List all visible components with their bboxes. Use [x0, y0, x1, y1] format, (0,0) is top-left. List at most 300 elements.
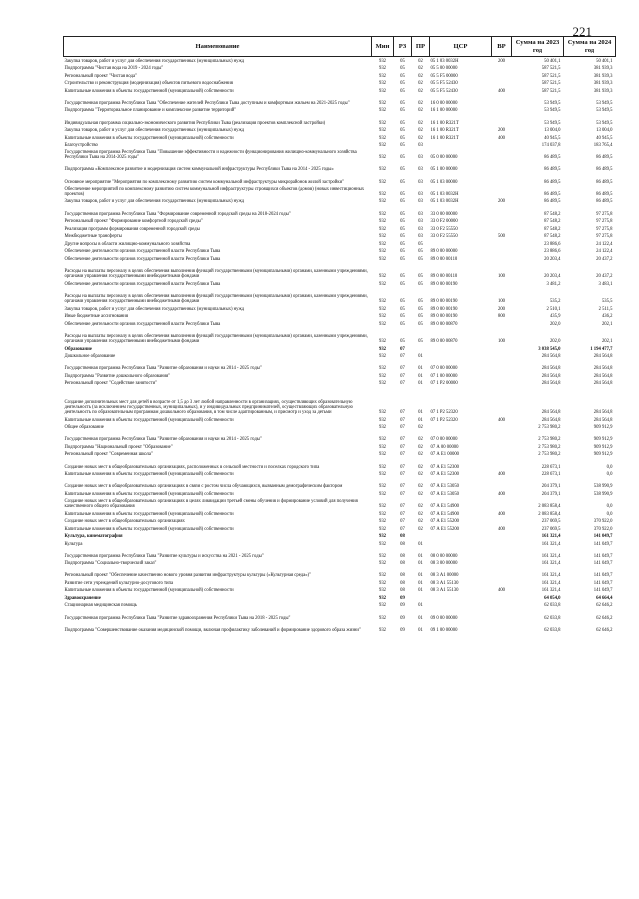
cell-min: 932	[378, 573, 387, 579]
table-row	[64, 247, 616, 255]
cell-vr	[492, 141, 512, 149]
cell-pr: 03	[418, 219, 423, 225]
table-row	[64, 312, 616, 320]
cell-csr: 05 5 F5 00000	[430, 73, 458, 79]
cell-name: Создание новых мест в общеобразовательных организациях, расположенных в сельской местности и поселках городского типа	[64, 464, 320, 470]
cell-sum-2023: 20 203,4	[544, 274, 561, 280]
cell-vr	[492, 64, 512, 72]
cell-min: 932	[378, 120, 387, 126]
cell-pr: 01	[418, 354, 423, 360]
cell-sum-2024: 40 945,5	[596, 135, 613, 141]
cell-pr: 01	[418, 588, 423, 594]
cell-sum-2024: 909 912,9	[593, 452, 613, 458]
cell-vr	[492, 72, 512, 80]
cell-min: 932	[378, 108, 387, 114]
cell-sum-2024: 13 004,0	[596, 128, 613, 134]
cell-pr: 03	[418, 143, 423, 149]
cell-pr: 01	[418, 366, 423, 372]
cell-min: 932	[378, 226, 387, 232]
table-row	[64, 239, 616, 247]
cell-rz: 05	[400, 211, 405, 217]
cell-csr	[430, 601, 492, 609]
cell-sum-2023: 161 321,4	[541, 541, 561, 547]
table-body	[64, 57, 616, 634]
cell-min: 932	[378, 58, 387, 64]
cell-vr: 200	[497, 199, 506, 205]
cell-pr	[412, 594, 430, 602]
cell-sum-2023: 53 949,5	[544, 120, 561, 126]
cell-name: Подпрограмма «Комплексное развитие и модернизация систем коммунальной инфраструктуры Республики Тыва на 2014 - 2025 годы»	[64, 167, 334, 173]
cell-pr: 01	[418, 553, 423, 559]
cell-rz: 07	[400, 444, 405, 450]
cell-name: Подпрограмма "Социально-творческий заказ"	[64, 561, 157, 567]
cell-rz: 08	[400, 588, 405, 594]
cell-min: 932	[378, 135, 387, 141]
cell-sum-2024: 141 049,7	[593, 561, 613, 567]
cell-sum-2023: 87 548,2	[544, 219, 561, 225]
table-row	[64, 423, 616, 431]
cell-vr: 800	[497, 314, 506, 320]
cell-sum-2023: 20 203,4	[544, 256, 561, 262]
cell-name: Государственная программа Республики Тыва "Развитие образования и науки на 2014 - 2025 годы"	[64, 437, 262, 443]
cell-sum-2024: 381 939,3	[593, 88, 613, 94]
cell-sum-2023: 62 033,8	[544, 603, 561, 609]
cell-sum-2023: 174 037,8	[541, 143, 561, 149]
cell-sum-2023: 2 753 980,2	[538, 444, 561, 450]
cell-sum-2023: 2 753 980,2	[538, 437, 561, 443]
cell-vr	[492, 224, 512, 232]
cell-sum-2024: 538 990,9	[593, 484, 613, 490]
cell-pr: 02	[418, 452, 423, 458]
cell-min: 932	[378, 366, 387, 372]
table-row	[64, 509, 616, 517]
cell-name: Индивидуальная программа социально-экономического развития Республики Тыва (реализация проектов комплексной застройки)	[64, 120, 326, 126]
cell-pr: 03	[418, 179, 423, 185]
table-row	[64, 320, 616, 328]
cell-name: Государственная программа Республики Тыва "Формирование современной городской среды на 2018-2024 годы"	[64, 211, 291, 217]
table-row	[64, 609, 616, 621]
cell-sum-2024: 62 646,2	[596, 627, 613, 633]
cell-sum-2024: 0,0	[606, 504, 613, 510]
cell-csr: 89 0 00 00190	[430, 314, 458, 320]
cell-vr	[492, 247, 512, 255]
cell-sum-2023: 2 510,1	[546, 306, 561, 312]
cell-name: Общее образование	[64, 425, 104, 431]
cell-rz: 08	[400, 573, 405, 579]
table-row	[64, 567, 616, 579]
cell-pr: 02	[418, 66, 423, 72]
cell-pr: 02	[418, 135, 423, 141]
table-row	[64, 372, 616, 380]
cell-vr: 200	[497, 306, 506, 312]
cell-csr: 16 1 00 R321Т	[430, 120, 459, 126]
cell-sum-2024: 97 275,8	[596, 219, 613, 225]
cell-sum-2023: 86 489,5	[544, 167, 561, 173]
table-row	[64, 94, 616, 106]
cell-csr: 08 3 00 00000	[430, 561, 458, 567]
cell-sum-2024: 202,1	[601, 321, 613, 327]
cell-rz: 05	[400, 73, 405, 79]
table-row	[64, 477, 616, 489]
cell-rz: 08	[400, 541, 405, 547]
cell-csr: 33 0 00 00000	[430, 211, 458, 217]
cell-pr: 01	[418, 615, 423, 621]
cell-min: 932	[378, 81, 387, 87]
table-row	[64, 197, 616, 205]
cell-min: 932	[378, 553, 387, 559]
cell-csr: 05 1 03 0032Н	[430, 191, 459, 197]
cell-vr	[492, 609, 512, 621]
cell-sum-2023: 237 069,5	[541, 526, 561, 532]
cell-rz: 05	[400, 219, 405, 225]
table-row	[64, 497, 616, 509]
cell-csr: 09 0 00 00000	[430, 615, 458, 621]
cell-pr: 01	[418, 561, 423, 567]
cell-csr: 07 1 P2 00000	[430, 381, 458, 387]
cell-sum-2023: 284 564,8	[541, 366, 561, 372]
table-row	[64, 524, 616, 532]
cell-sum-2023: 535,2	[549, 299, 561, 305]
cell-csr: 05 5 F5 52430	[430, 88, 458, 94]
cell-vr	[492, 254, 512, 262]
cell-vr	[492, 320, 512, 328]
cell-min: 932	[378, 417, 387, 423]
table-row	[64, 416, 616, 424]
cell-name: Государственная программа Республики Тыва "Обеспечение жителей Республики Тыва доступным и комфортным жильем на 2021-2025 годы"	[64, 100, 350, 106]
cell-pr: 02	[418, 73, 423, 79]
cell-sum-2024: 86 489,5	[596, 179, 613, 185]
table-row	[64, 345, 616, 353]
cell-name: Закупка товаров, работ и услуг для обеспечения государственных (муниципальных) нужд	[64, 128, 245, 134]
cell-rz: 05	[400, 66, 405, 72]
cell-rz: 09	[400, 615, 405, 621]
cell-sum-2024: 86 489,5	[596, 155, 613, 161]
table-row	[64, 133, 616, 141]
cell-sum-2024: 97 275,8	[596, 234, 613, 240]
cell-rz: 07	[400, 491, 405, 497]
cell-csr: 07 1 P2 52320	[430, 410, 458, 416]
cell-vr	[492, 372, 512, 380]
cell-pr: 01	[418, 603, 423, 609]
cell-sum-2023: 587 521,5	[541, 66, 561, 72]
cell-csr: 16 0 00 00000	[430, 100, 458, 106]
table-row	[64, 87, 616, 95]
cell-min: 932	[378, 346, 387, 352]
cell-sum-2024: 53 949,5	[596, 120, 613, 126]
cell-sum-2024: 284 564,8	[593, 410, 613, 416]
cell-pr: 02	[418, 108, 423, 114]
cell-rz: 05	[400, 100, 405, 106]
cell-name: Государственная программа Республики Тыва "Повышение эффективности и надежности функционирования жилищно-коммунального хозяйства Республики Тыва на 2014-2025 годы"	[64, 149, 357, 161]
cell-rz: 07	[400, 354, 405, 360]
cell-name: Капитальные вложения в объекты государственной (муниципальной) собственности	[64, 472, 234, 478]
cell-csr	[430, 594, 492, 602]
cell-sum-2023: 87 548,2	[544, 234, 561, 240]
cell-pr: 05	[418, 274, 423, 280]
cell-name: Закупка товаров, работ и услуг для обеспечения государственных (муниципальных) нужд	[64, 58, 245, 64]
cell-min: 932	[378, 66, 387, 72]
cell-csr: 07 А Е1 53050	[430, 491, 460, 497]
cell-min: 932	[378, 219, 387, 225]
cell-pr: 03	[418, 167, 423, 173]
cell-name: Региональный проект "Современная школа"	[64, 452, 153, 458]
cell-pr: 01	[418, 373, 423, 379]
cell-sum-2023: 2 753 980,2	[538, 452, 561, 458]
cell-name: Создание новых мест в общеобразовательных организациях в целях ликвидации третьей смены обучения и формирование условий для получения качественного общего образования	[64, 498, 358, 510]
cell-pr: 05	[418, 281, 423, 287]
table-row	[64, 547, 616, 559]
cell-rz: 05	[400, 88, 405, 94]
table-row	[64, 106, 616, 114]
table-row	[64, 559, 616, 567]
cell-csr: 05 1 03 00000	[430, 179, 458, 185]
cell-rz: 07	[400, 381, 405, 387]
cell-name: Подпрограмма "Территориальное планирование и комплексное развитие территорий"	[64, 108, 237, 114]
table-row	[64, 352, 616, 360]
cell-name: Создание новых мест в общеобразовательных организациях в связи с ростом числа обучающихся, вызванным демографическим фактором	[64, 484, 343, 490]
cell-pr: 05	[418, 256, 423, 262]
cell-sum-2023: 40 945,5	[544, 135, 561, 141]
cell-pr: 01	[418, 417, 423, 423]
cell-name: Образование	[64, 346, 92, 352]
cell-vr: 400	[497, 491, 506, 497]
cell-sum-2023: 587 521,5	[541, 88, 561, 94]
cell-sum-2023: 86 489,5	[544, 155, 561, 161]
cell-csr: 07 А Е1 55200	[430, 526, 460, 532]
cell-sum-2023: 284 564,8	[541, 381, 561, 387]
cell-sum-2024: 381 939,3	[593, 66, 613, 72]
cell-sum-2024: 97 275,8	[596, 211, 613, 217]
header-min: Мин	[372, 37, 394, 57]
cell-sum-2024: 62 646,2	[596, 615, 613, 621]
cell-sum-2024: 909 912,9	[593, 437, 613, 443]
cell-min: 932	[378, 155, 387, 161]
cell-name: Обеспечение деятельности органов государственной власти Республики Тыва	[64, 249, 221, 255]
cell-vr: 200	[497, 58, 506, 64]
cell-sum-2024: 62 646,2	[596, 603, 613, 609]
cell-min: 932	[378, 437, 387, 443]
cell-name: Обеспечение деятельности органов государственной власти Республики Тыва	[64, 321, 221, 327]
table-row	[64, 490, 616, 498]
cell-csr: 07 А Е1 54900	[430, 504, 460, 510]
cell-vr	[492, 173, 512, 185]
cell-vr	[492, 559, 512, 567]
cell-csr: 05 1 03 0032Н	[430, 199, 459, 205]
cell-pr: 02	[418, 100, 423, 106]
cell-min: 932	[378, 143, 387, 149]
table-row	[64, 305, 616, 313]
cell-sum-2023: 228 673,1	[541, 464, 561, 470]
table-row	[64, 217, 616, 225]
cell-pr: 03	[418, 191, 423, 197]
cell-vr: 100	[497, 339, 506, 345]
cell-csr	[430, 532, 492, 540]
cell-csr: 89 0 00 00870	[430, 321, 458, 327]
cell-pr: 02	[418, 425, 423, 431]
cell-sum-2023: 237 069,5	[541, 519, 561, 525]
cell-vr	[492, 547, 512, 559]
cell-min: 932	[378, 339, 387, 345]
cell-min: 932	[378, 179, 387, 185]
cell-csr: 07 А Е1 52300	[430, 464, 460, 470]
cell-rz: 05	[400, 199, 405, 205]
cell-min: 932	[378, 410, 387, 416]
table-row	[64, 126, 616, 134]
cell-pr: 03	[418, 155, 423, 161]
cell-sum-2023: 284 564,8	[541, 417, 561, 423]
cell-min: 932	[378, 249, 387, 255]
table-row	[64, 114, 616, 126]
cell-min: 932	[378, 425, 387, 431]
table-row	[64, 621, 616, 633]
cell-vr	[492, 601, 512, 609]
cell-vr: 400	[497, 511, 506, 517]
cell-sum-2024: 141 049,7	[593, 573, 613, 579]
table-row	[64, 387, 616, 416]
cell-csr: 07 1 00 00000	[430, 373, 458, 379]
cell-rz: 05	[400, 155, 405, 161]
cell-min: 932	[378, 73, 387, 79]
cell-rz: 07	[400, 437, 405, 443]
cell-sum-2023: 53 949,5	[544, 100, 561, 106]
cell-csr: 33 0 F2 55550	[430, 234, 458, 240]
cell-rz: 09	[400, 595, 405, 601]
cell-pr: 03	[418, 199, 423, 205]
cell-rz: 05	[400, 179, 405, 185]
cell-sum-2024: 64 664,4	[596, 595, 613, 601]
cell-vr	[492, 352, 512, 360]
cell-sum-2023: 161 321,4	[541, 561, 561, 567]
cell-pr: 03	[418, 211, 423, 217]
cell-min: 932	[378, 464, 387, 470]
cell-min: 932	[378, 321, 387, 327]
cell-vr: 400	[497, 588, 506, 594]
header-rz: РЗ	[394, 37, 412, 57]
cell-rz: 05	[400, 128, 405, 134]
header-name: Наименование	[64, 37, 372, 57]
cell-sum-2024: 381 939,3	[593, 81, 613, 87]
cell-pr: 02	[418, 472, 423, 478]
cell-pr: 01	[418, 410, 423, 416]
table-row	[64, 450, 616, 458]
cell-vr	[492, 443, 512, 451]
table-row	[64, 594, 616, 602]
cell-vr	[492, 106, 512, 114]
cell-vr	[492, 79, 512, 87]
cell-sum-2024: 86 489,5	[596, 167, 613, 173]
cell-csr: 07 А Е1 00000	[430, 452, 460, 458]
cell-sum-2023: 2 753 980,2	[538, 425, 561, 431]
cell-pr: 02	[418, 81, 423, 87]
cell-vr	[492, 458, 512, 470]
cell-csr	[430, 141, 492, 149]
cell-vr: 100	[497, 299, 506, 305]
cell-pr: 02	[418, 437, 423, 443]
cell-name: Капитальные вложения в объекты государственной (муниципальной) собственности	[64, 526, 234, 532]
cell-rz: 07	[400, 519, 405, 525]
table-row	[64, 161, 616, 173]
cell-min: 932	[378, 274, 387, 280]
cell-vr	[492, 205, 512, 217]
cell-sum-2023: 161 321,4	[541, 573, 561, 579]
cell-min: 932	[378, 191, 387, 197]
cell-rz: 05	[400, 108, 405, 114]
cell-sum-2024: 183 765,4	[593, 143, 613, 149]
table-row	[64, 141, 616, 149]
cell-pr: 05	[418, 249, 423, 255]
cell-name: Основное мероприятие "Мероприятия по комплексному развитию систем коммунальной инфраструктуры микрорайонов жилой застройки"	[64, 179, 345, 185]
table-row	[64, 443, 616, 451]
cell-min: 932	[378, 199, 387, 205]
cell-vr	[492, 239, 512, 247]
cell-pr: 05	[418, 299, 423, 305]
cell-pr: 02	[418, 504, 423, 510]
cell-csr: 33 0 F2 00000	[430, 219, 458, 225]
cell-vr: 400	[497, 417, 506, 423]
cell-csr	[430, 352, 492, 360]
cell-rz: 05	[400, 81, 405, 87]
cell-rz: 05	[400, 256, 405, 262]
cell-min: 932	[378, 281, 387, 287]
cell-sum-2024: 86 489,5	[596, 199, 613, 205]
cell-sum-2023: 53 949,5	[544, 108, 561, 114]
cell-sum-2023: 161 321,4	[541, 553, 561, 559]
cell-sum-2024: 141 049,7	[593, 580, 613, 586]
cell-csr: 16 1 00 R321Т	[430, 135, 459, 141]
cell-sum-2023: 86 489,5	[544, 179, 561, 185]
cell-sum-2023: 161 321,4	[541, 588, 561, 594]
cell-min: 932	[378, 381, 387, 387]
cell-min: 932	[378, 444, 387, 450]
cell-rz: 05	[400, 241, 405, 247]
cell-name: Подпрограмма "Совершенствование оказания медицинской помощи, включая профилактику заболеваний и формирование здорового образа жизни"	[64, 627, 361, 633]
cell-csr: 07 А Е1 54900	[430, 511, 460, 517]
cell-rz: 08	[400, 580, 405, 586]
cell-sum-2024: 284 564,8	[593, 354, 613, 360]
cell-min: 932	[378, 580, 387, 586]
cell-pr: 05	[418, 241, 423, 247]
cell-sum-2024: 202,1	[601, 339, 613, 345]
cell-csr	[430, 345, 492, 353]
cell-sum-2023: 13 004,0	[544, 128, 561, 134]
cell-csr: 08 0 00 00000	[430, 553, 458, 559]
table-row	[64, 262, 616, 280]
cell-min: 932	[378, 595, 387, 601]
header-sum-2024: Сумма на 2024 год	[564, 37, 616, 57]
cell-name: Культура	[64, 541, 83, 547]
cell-name: Реализация программ формирования современной городской среды	[64, 226, 200, 232]
table-row	[64, 254, 616, 262]
cell-sum-2024: 284 564,8	[593, 417, 613, 423]
cell-sum-2023: 3 481,2	[546, 281, 561, 287]
cell-sum-2023: 161 321,4	[541, 534, 561, 540]
cell-csr: 89 0 00 00190	[430, 306, 458, 312]
cell-rz: 05	[400, 226, 405, 232]
cell-csr: 08 3 А1 55130	[430, 580, 459, 586]
cell-sum-2023: 284 564,8	[541, 354, 561, 360]
cell-min: 932	[378, 373, 387, 379]
cell-sum-2023: 64 054,0	[544, 595, 561, 601]
table-row	[64, 360, 616, 372]
cell-name: Капитальные вложения в объекты государственной (муниципальной) собственности	[64, 511, 234, 517]
cell-min: 932	[378, 211, 387, 217]
cell-sum-2024: 284 564,8	[593, 381, 613, 387]
table-row	[64, 148, 616, 160]
cell-min: 932	[378, 526, 387, 532]
cell-sum-2023: 587 521,5	[541, 73, 561, 79]
cell-name: Государственная программа Республики Тыва "Развитие образования и науки на 2014 - 2025 годы"	[64, 366, 262, 372]
cell-vr	[492, 114, 512, 126]
